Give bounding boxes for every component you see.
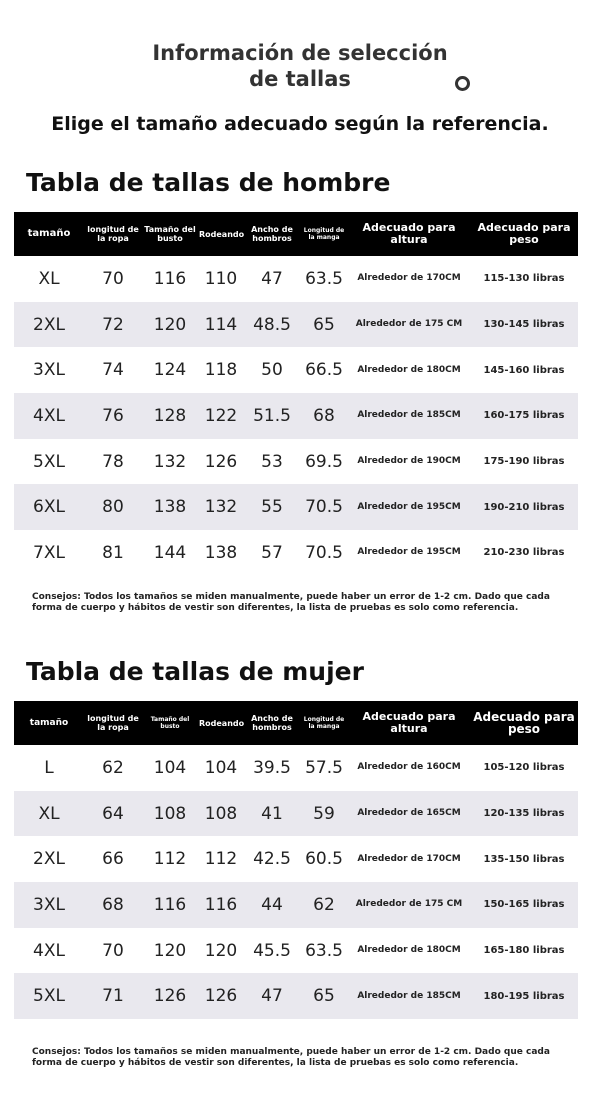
table-cell: 47 xyxy=(244,256,300,302)
table-cell: 2XL xyxy=(14,302,84,348)
men-size-table xyxy=(14,212,578,576)
table-cell: 180-195 libras xyxy=(470,973,578,1019)
table-cell: 160-175 libras xyxy=(470,393,578,439)
table-cell: 2XL xyxy=(14,836,84,882)
table-cell: 60.5 xyxy=(300,836,348,882)
table-cell: 55 xyxy=(244,484,300,530)
table-cell: Alrededor de 175 CM xyxy=(348,302,470,348)
table-cell: Alrededor de 170CM xyxy=(348,836,470,882)
table-cell: Alrededor de 195CM xyxy=(348,484,470,530)
table-cell: 7XL xyxy=(14,530,84,576)
table-cell: 132 xyxy=(142,439,198,485)
men-col-size: tamaño xyxy=(14,212,84,256)
women-col-length: longitud de la ropa xyxy=(84,701,142,745)
table-cell: 144 xyxy=(142,530,198,576)
table-cell: 81 xyxy=(84,530,142,576)
table-row xyxy=(14,791,578,837)
table-cell: L xyxy=(14,745,84,791)
subtitle: Elige el tamaño adecuado según la referencia. xyxy=(51,113,549,135)
table-cell: 76 xyxy=(84,393,142,439)
table-cell: 138 xyxy=(198,530,244,576)
table-cell: 72 xyxy=(84,302,142,348)
table-cell: 70.5 xyxy=(300,484,348,530)
table-cell: 41 xyxy=(244,791,300,837)
table-cell: 65 xyxy=(300,973,348,1019)
table-cell: Alrededor de 190CM xyxy=(348,439,470,485)
table-cell: 6XL xyxy=(14,484,84,530)
women-col-height: Adecuado para altura xyxy=(348,701,470,745)
table-cell: 64 xyxy=(84,791,142,837)
women-header-row xyxy=(14,701,578,745)
table-cell: XL xyxy=(14,791,84,837)
table-cell: 4XL xyxy=(14,928,84,974)
table-cell: 3XL xyxy=(14,882,84,928)
table-row xyxy=(14,393,578,439)
table-cell: 116 xyxy=(142,882,198,928)
table-row xyxy=(14,836,578,882)
table-cell: 74 xyxy=(84,347,142,393)
table-cell: 114 xyxy=(198,302,244,348)
men-col-bust: Tamaño del busto xyxy=(142,212,198,256)
table-cell: Alrededor de 185CM xyxy=(348,973,470,1019)
table-cell: 138 xyxy=(142,484,198,530)
table-cell: 122 xyxy=(198,393,244,439)
table-row xyxy=(14,928,578,974)
table-cell: 112 xyxy=(198,836,244,882)
hero-title-line2: de tallas xyxy=(249,67,351,91)
table-cell: 69.5 xyxy=(300,439,348,485)
table-cell: Alrededor de 180CM xyxy=(348,347,470,393)
women-col-around: Rodeando xyxy=(198,701,244,745)
table-cell: 130-145 libras xyxy=(470,302,578,348)
table-cell: 116 xyxy=(198,882,244,928)
table-cell: 42.5 xyxy=(244,836,300,882)
women-note: Consejos: Todos los tamaños se miden manualmente, puede haber un error de 1-2 cm. Dado que cada forma de cuerpo y hábitos de vestir son diferentes, la lista de pruebas es solo como referencia. xyxy=(32,1047,550,1068)
table-cell: 112 xyxy=(142,836,198,882)
women-col-sleeve: Longitud de la manga xyxy=(300,701,348,745)
women-col-bust: Tamaño del busto xyxy=(142,701,198,745)
table-cell: 116 xyxy=(142,256,198,302)
women-table-title: Tabla de tallas de mujer xyxy=(26,657,364,686)
table-cell: 57.5 xyxy=(300,745,348,791)
table-cell: 48.5 xyxy=(244,302,300,348)
table-cell: 105-120 libras xyxy=(470,745,578,791)
table-cell: 4XL xyxy=(14,393,84,439)
table-cell: 5XL xyxy=(14,973,84,1019)
table-cell: 59 xyxy=(300,791,348,837)
table-cell: Alrededor de 170CM xyxy=(348,256,470,302)
table-cell: 145-160 libras xyxy=(470,347,578,393)
women-size-table xyxy=(14,701,578,1019)
table-cell: 150-165 libras xyxy=(470,882,578,928)
table-cell: 210-230 libras xyxy=(470,530,578,576)
table-row xyxy=(14,973,578,1019)
table-cell: 175-190 libras xyxy=(470,439,578,485)
table-cell: 39.5 xyxy=(244,745,300,791)
table-cell: 126 xyxy=(142,973,198,1019)
table-row xyxy=(14,530,578,576)
table-cell: 120 xyxy=(142,302,198,348)
table-cell: 5XL xyxy=(14,439,84,485)
table-cell: Alrededor de 165CM xyxy=(348,791,470,837)
table-cell: 78 xyxy=(84,439,142,485)
table-cell: 118 xyxy=(198,347,244,393)
women-col-shoulder: Ancho de hombros xyxy=(244,701,300,745)
women-col-size: tamaño xyxy=(14,701,84,745)
table-cell: 104 xyxy=(198,745,244,791)
table-row xyxy=(14,256,578,302)
men-col-weight: Adecuado para peso xyxy=(470,212,578,256)
table-cell: 51.5 xyxy=(244,393,300,439)
table-row xyxy=(14,347,578,393)
table-cell: 128 xyxy=(142,393,198,439)
table-cell: 126 xyxy=(198,973,244,1019)
men-col-height: Adecuado para altura xyxy=(348,212,470,256)
table-cell: 132 xyxy=(198,484,244,530)
table-cell: 65 xyxy=(300,302,348,348)
table-cell: 70 xyxy=(84,256,142,302)
table-cell: 45.5 xyxy=(244,928,300,974)
table-cell: 68 xyxy=(300,393,348,439)
table-cell: 62 xyxy=(300,882,348,928)
table-cell: 108 xyxy=(198,791,244,837)
hero-title xyxy=(0,40,600,92)
table-cell: 126 xyxy=(198,439,244,485)
table-cell: 50 xyxy=(244,347,300,393)
table-cell: Alrededor de 185CM xyxy=(348,393,470,439)
table-cell: 53 xyxy=(244,439,300,485)
table-cell: 104 xyxy=(142,745,198,791)
table-cell: Alrededor de 180CM xyxy=(348,928,470,974)
table-cell: Alrededor de 195CM xyxy=(348,530,470,576)
men-note: Consejos: Todos los tamaños se miden manualmente, puede haber un error de 1-2 cm. Dado que cada forma de cuerpo y hábitos de vestir son diferentes, la lista de pruebas es solo como referencia. xyxy=(32,592,550,613)
table-cell: 47 xyxy=(244,973,300,1019)
women-col-weight: Adecuado para peso xyxy=(470,701,578,745)
table-cell: 62 xyxy=(84,745,142,791)
table-cell: 63.5 xyxy=(300,256,348,302)
table-row xyxy=(14,745,578,791)
table-cell: 71 xyxy=(84,973,142,1019)
table-cell: 120 xyxy=(142,928,198,974)
table-cell: XL xyxy=(14,256,84,302)
men-col-length: longitud de la ropa xyxy=(84,212,142,256)
table-cell: 57 xyxy=(244,530,300,576)
table-row xyxy=(14,882,578,928)
hero-title-line1: Información de selección xyxy=(152,41,448,65)
table-row xyxy=(14,484,578,530)
table-row xyxy=(14,439,578,485)
table-cell: 3XL xyxy=(14,347,84,393)
table-row xyxy=(14,302,578,348)
table-cell: Alrededor de 160CM xyxy=(348,745,470,791)
men-col-shoulder: Ancho de hombros xyxy=(244,212,300,256)
table-cell: 70.5 xyxy=(300,530,348,576)
table-cell: 165-180 libras xyxy=(470,928,578,974)
table-cell: 66.5 xyxy=(300,347,348,393)
men-table-title: Tabla de tallas de hombre xyxy=(26,168,391,197)
table-cell: 190-210 libras xyxy=(470,484,578,530)
table-cell: Alrededor de 175 CM xyxy=(348,882,470,928)
men-header-row xyxy=(14,212,578,256)
circle-icon xyxy=(455,76,470,91)
table-cell: 110 xyxy=(198,256,244,302)
table-cell: 124 xyxy=(142,347,198,393)
table-cell: 63.5 xyxy=(300,928,348,974)
table-cell: 68 xyxy=(84,882,142,928)
men-col-sleeve: Longitud de la manga xyxy=(300,212,348,256)
table-cell: 44 xyxy=(244,882,300,928)
table-cell: 80 xyxy=(84,484,142,530)
table-cell: 108 xyxy=(142,791,198,837)
table-cell: 66 xyxy=(84,836,142,882)
table-cell: 120 xyxy=(198,928,244,974)
table-cell: 120-135 libras xyxy=(470,791,578,837)
table-cell: 135-150 libras xyxy=(470,836,578,882)
men-col-around: Rodeando xyxy=(198,212,244,256)
table-cell: 70 xyxy=(84,928,142,974)
table-cell: 115-130 libras xyxy=(470,256,578,302)
